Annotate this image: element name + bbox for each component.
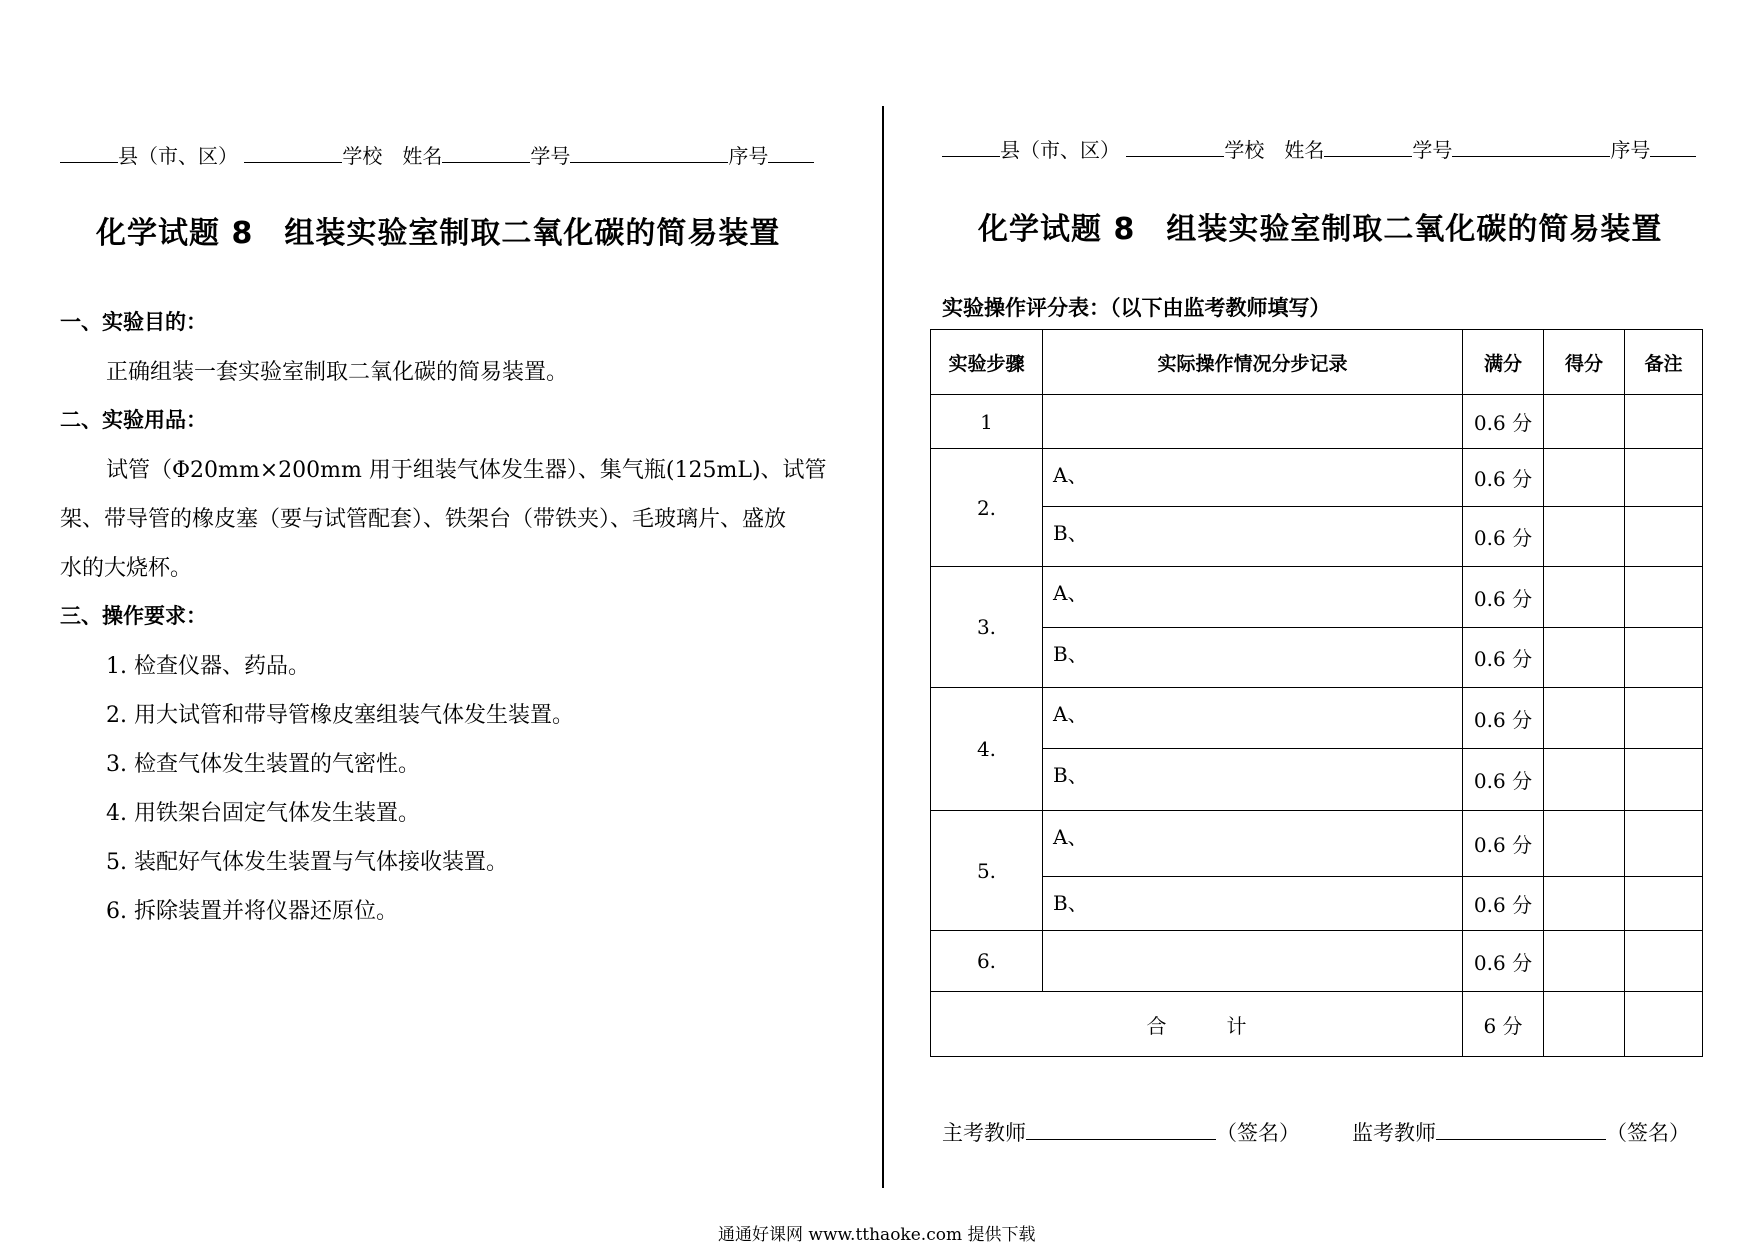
right-header-fields [942,134,1696,163]
section-operations-heading: 三、操作要求： [60,604,207,628]
total-full-score: 6 分 [1463,992,1544,1057]
score-cell[interactable] [1544,567,1625,628]
seq-no-blank[interactable] [768,142,814,163]
purpose-text: 正确组装一套实验室制取二氧化碳的简易装置。 [106,360,569,385]
left-header-fields [60,140,814,169]
score-cell[interactable] [1544,877,1625,931]
step-label: 2. [931,449,1043,567]
full-score-cell: 0.6 分 [1463,567,1544,628]
score-cell[interactable] [1544,449,1625,507]
remark-cell[interactable] [1625,507,1703,567]
county-blank[interactable] [60,142,118,163]
seq-no-blank[interactable] [1650,136,1696,157]
examiner-signature-blank[interactable] [1026,1119,1216,1140]
name-label: 姓名 [402,144,443,168]
full-score-cell: 0.6 分 [1463,449,1544,507]
full-score-cell: 0.6 分 [1463,931,1544,992]
remark-cell[interactable] [1625,628,1703,688]
record-cell-b[interactable]: B、 [1043,749,1463,811]
name-label: 姓名 [1284,138,1325,162]
score-table [930,329,1703,1057]
table-row [931,507,1703,567]
proctor-signature-blank[interactable] [1436,1119,1606,1140]
remark-cell[interactable] [1625,449,1703,507]
score-table-title: 实验操作评分表：（以下由监考教师填写） [942,296,1331,320]
student-no-blank[interactable] [1452,136,1610,157]
school-label: 学校 [1224,138,1265,162]
record-cell-a[interactable]: A、 [1043,449,1463,507]
materials-line-2: 架、带导管的橡皮塞（要与试管配套）、铁架台（带铁夹）、毛玻璃片、盛放 [60,507,787,532]
proctor-label: 监考教师 [1352,1121,1436,1145]
name-blank[interactable] [1324,136,1412,157]
right-page-title: 化学试题 8 组装实验室制取二氧化碳的简易装置 [978,212,1663,247]
school-blank[interactable] [1126,136,1224,157]
remark-cell[interactable] [1625,567,1703,628]
record-cell-a[interactable]: A、 [1043,567,1463,628]
full-score-cell: 0.6 分 [1463,749,1544,811]
table-row [931,628,1703,688]
county-blank[interactable] [942,136,1000,157]
score-cell[interactable] [1544,507,1625,567]
record-cell-a[interactable]: A、 [1043,811,1463,877]
score-cell[interactable] [1544,749,1625,811]
col-header-step: 实验步骤 [931,330,1043,395]
remark-cell[interactable] [1625,811,1703,877]
table-row [931,688,1703,749]
materials-line-3: 水的大烧杯。 [60,556,193,581]
student-no-blank[interactable] [570,142,728,163]
full-score-cell: 0.6 分 [1463,507,1544,567]
col-header-score: 得分 [1544,330,1625,395]
table-row [931,449,1703,507]
step-label: 5. [931,811,1043,931]
examiner-signature-line [942,1117,1300,1147]
student-no-label: 学号 [1412,138,1453,162]
table-row [931,811,1703,877]
col-header-remarks: 备注 [1625,330,1703,395]
record-cell-b[interactable]: B、 [1043,628,1463,688]
step-label: 3. [931,567,1043,688]
remark-cell[interactable] [1625,931,1703,992]
total-score-cell[interactable] [1544,992,1625,1057]
total-row [931,992,1703,1057]
remark-cell[interactable] [1625,877,1703,931]
name-blank[interactable] [442,142,530,163]
record-cell-b[interactable]: B、 [1043,877,1463,931]
step-item: 1. 检查仪器、药品。 [106,654,310,679]
step-label: 1 [931,395,1043,449]
record-cell[interactable] [1043,395,1463,449]
step-item: 3. 检查气体发生装置的气密性。 [106,752,420,777]
col-header-full-score: 满分 [1463,330,1544,395]
record-cell[interactable] [1043,931,1463,992]
record-cell-a[interactable]: A、 [1043,688,1463,749]
materials-line-1: 试管（Φ20mm×200mm 用于组装气体发生器）、集气瓶(125mL)、试管 [106,458,827,483]
school-blank[interactable] [244,142,342,163]
left-page-title: 化学试题 8 组装实验室制取二氧化碳的简易装置 [96,216,781,251]
table-row [931,567,1703,628]
page-divider [882,106,884,1188]
table-row [931,749,1703,811]
examiner-sign-note: （签名） [1216,1121,1300,1145]
col-header-record: 实际操作情况分步记录 [1043,330,1463,395]
seq-no-label: 序号 [1610,138,1651,162]
step-item: 2. 用大试管和带导管橡皮塞组装气体发生装置。 [106,703,574,728]
step-label: 4. [931,688,1043,811]
student-no-label: 学号 [530,144,571,168]
step-item: 6. 拆除装置并将仪器还原位。 [106,899,398,924]
remark-cell[interactable] [1625,395,1703,449]
table-row [931,931,1703,992]
score-cell[interactable] [1544,395,1625,449]
table-row [931,877,1703,931]
step-item: 5. 装配好气体发生装置与气体接收装置。 [106,850,508,875]
county-label: 县（市、区） [118,144,238,168]
total-label: 合 计 [931,992,1463,1057]
record-cell-b[interactable]: B、 [1043,507,1463,567]
full-score-cell: 0.6 分 [1463,688,1544,749]
seq-no-label: 序号 [728,144,769,168]
school-label: 学校 [342,144,383,168]
score-cell[interactable] [1544,811,1625,877]
proctor-sign-note: （签名） [1606,1121,1690,1145]
remark-cell[interactable] [1625,688,1703,749]
proctor-signature-line [1352,1117,1690,1147]
county-label: 县（市、区） [1000,138,1120,162]
step-item: 4. 用铁架台固定气体发生装置。 [106,801,420,826]
total-remark-cell[interactable] [1625,992,1703,1057]
score-cell[interactable] [1544,688,1625,749]
table-row [931,395,1703,449]
remark-cell[interactable] [1625,749,1703,811]
full-score-cell: 0.6 分 [1463,811,1544,877]
step-label: 6. [931,931,1043,992]
examiner-label: 主考教师 [942,1121,1026,1145]
score-cell[interactable] [1544,628,1625,688]
footer-credit: 通通好课网 www.tthaoke.com 提供下载 [718,1225,1036,1245]
full-score-cell: 0.6 分 [1463,877,1544,931]
full-score-cell: 0.6 分 [1463,395,1544,449]
score-cell[interactable] [1544,931,1625,992]
section-materials-heading: 二、实验用品： [60,408,207,432]
full-score-cell: 0.6 分 [1463,628,1544,688]
section-purpose-heading: 一、实验目的： [60,310,207,334]
